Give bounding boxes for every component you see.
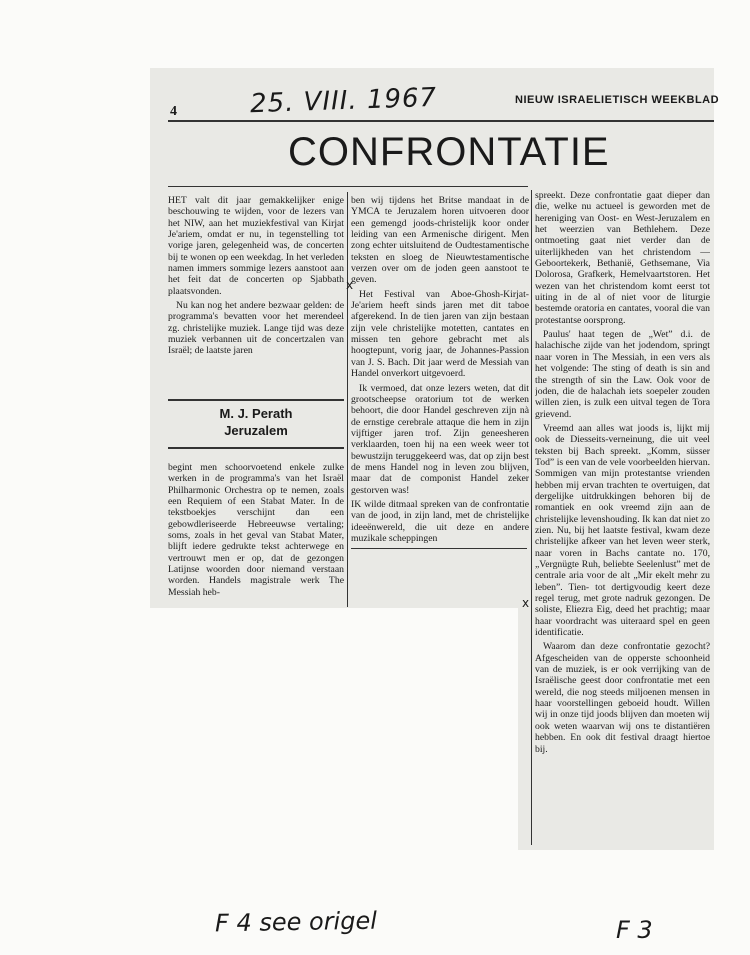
column-1-top <box>168 195 344 392</box>
handwritten-note: F 4 see origel <box>214 906 378 938</box>
paragraph: ben wij tijdens het Britse mandaat in de YMCA te Jeruzalem horen uitvoeren door een gemengd joods-christelijk koor onder leiding van een Armenische dirigent. Men zong echter uitsluitend de Oudtestamentische teksten en sloeg de Nieuwtestamentische verzen over om de joden geen aanstoot te geven. <box>351 195 529 286</box>
paragraph: Paulus' haat tegen de „Wet” d.i. de halachische zijde van het jodendom, springt naar voren in The Messiah, in een vers als het volgende: The sting of death is sin and the strength of sin the Law. Ook voor de joden, die de halachah iets soepeler zouden willen zien, is zulk een uitval tegen de Tora grievend. <box>535 329 710 420</box>
paragraph: begint men schoorvoetend enkele zulke werken in de programma's van het Israël Philharmonic Orchestra op te nemen, zoals een Requiem of een Stabat Mater. In de tekstboekjes verschijnt dan een gebowdleriseerde Hebreeuwse vertaling; soms, zoals in het geval van Stabat Mater, blijft iedere gedrukte tekst achterwege en vertrouwt men er op, dat de gezongen Latijnse woorden door niemand verstaan worden. Handels magistrale werk The Messiah heb- <box>168 462 344 598</box>
paragraph: spreekt. Deze confrontatie gaat dieper dan die, welke nu actueel is geworden met de hereniging van Oost- en West-Jeruzalem en het weerzien van Bethlehem. Deze ontmoeting gaat niet verder dan de uiterlijkheden van het christendom — Geboortekerk, Bethanië, Gethsemane, Via Dolorosa, Grafkerk, Hemelvaartstoren. Het wezen van het christendom komt eerst tot uiting in de al of niet voor de liturgie bestemde oratoria en cantates, vooral die van protestantse oorsprong. <box>535 190 710 326</box>
handwritten-page-label: F 3 <box>616 916 653 944</box>
paragraph: Nu kan nog het andere bezwaar gelden: de programma's bevatten voor het merendeel zg. christelijke muziek. Lange tijd was deze muziek verbannen uit de concertzalen van Israël; de laatste jaren <box>168 300 344 357</box>
column-1-bottom <box>168 462 344 612</box>
author-name: M. J. Perath <box>219 406 293 421</box>
paragraph: IK wilde ditmaal spreken van de confrontatie van de jood, in zijn land, met de christelijke ideeënwereld, die uit deze en andere muzikale scheppingen <box>351 498 529 544</box>
pencil-mark: x <box>346 278 354 292</box>
article-headline: CONFRONTATIE <box>288 130 610 174</box>
column-3 <box>535 190 710 845</box>
paragraph: Vreemd aan alles wat joods is, lijkt mij ook de Diesseits-verneinung, die uit veel teksten bij Bach spreekt. „Komm, süsser Tod” is een van de vele voorbeelden hiervan. Sommigen van mijn protestantse vrienden hebben mij ervan trachten te overtuigen, dat dergelijke uitdrukkingen behoren bij de romantiek en ook vreemd zijn aan de christelijke levenshouding. Ik kan dat niet zo zien. Nu, bij het laatste festival, kwam deze christelijke afkeer van het leven weer sterk, naar voren in Bachs cantate no. 170, „Vergnügte Ruh, beliebte Seelenlust” met de centrale aria voor de alt „Mir ekelt mehr zu leben”. Tien- tot dertigvoudig keert deze regel terug, met grote nadruk gezongen. De soliste, Eliezra Eig, deed het prachtig; maar haar voordracht was uiteraard spel en geen identificatie. <box>535 422 710 639</box>
column-divider <box>531 190 532 845</box>
byline <box>168 405 344 439</box>
paragraph: Het Festival van Aboe-Ghosh-Kirjat-Je'ariem heeft sinds jaren met dit taboe afgerekend. In de tien jaren van zijn bestaan zijn vele christelijke motetten, cantates en missen ten gehore gebracht met als hoogtepunt, vorig jaar, de Johannes-Passion van J. S. Bach. Dit jaar werd de Messiah van Handel onverkort uitgevoerd. <box>351 288 529 380</box>
header-rule <box>168 120 714 122</box>
page-number: 4 <box>170 104 177 119</box>
headline-rule <box>168 186 528 187</box>
pencil-mark: x <box>522 596 530 610</box>
paragraph: HET valt dit jaar gemakkelijker enige beschouwing te wijden, voor de lezers van het NIW, aan het muziekfestival van Kirjat Je'ariem, omdat er nu, in tegenstelling tot vorige jaren, gelegenheid was, de concerten bij te wonen op een weekdag. In het verleden namen immers sommige lezers aanstoot aan het feit dat de concerten op Sjabbath plaatsvonden. <box>168 195 344 297</box>
section-rule <box>351 548 527 549</box>
column-2 <box>351 195 529 605</box>
paragraph: Waarom dan deze confrontatie gezocht? Afgescheiden van de opperste schoonheid van de muziek, is er ook verrijking van de Israëlische geest door confrontatie met een wereld, die nog steeds miljoenen mensen in haar voorstellingen geboeid houdt. Willen wij in onze tijd joods blijven dan moeten wij ook weten waarvan wij ons te distantiëren hebben. En ook dit festival draagt hiertoe bij. <box>535 641 710 755</box>
paragraph: Ik vermoed, dat onze lezers weten, dat dit grootscheepse oratorium tot de werken behoort, die door Handel geschreven zijn nà de ernstige cerebrale attaque die hem in zijn vijftiger jaren trof. Zijn geneesheren verklaarden, toen hij na een week weer tot bewustzijn teruggekeerd was, dat op zijn best de mens Handel nog in leven zou blijven, maar dat de componist Handel zeker gestorven was! <box>351 382 529 496</box>
byline-rule-bottom <box>168 447 344 449</box>
newspaper-name: NIEUW ISRAELIETISCH WEEKBLAD <box>515 94 720 106</box>
byline-rule-top <box>168 399 344 401</box>
handwritten-date: 25. VIII. 1967 <box>249 82 438 120</box>
author-location: Jeruzalem <box>224 423 288 438</box>
column-divider <box>347 192 348 607</box>
